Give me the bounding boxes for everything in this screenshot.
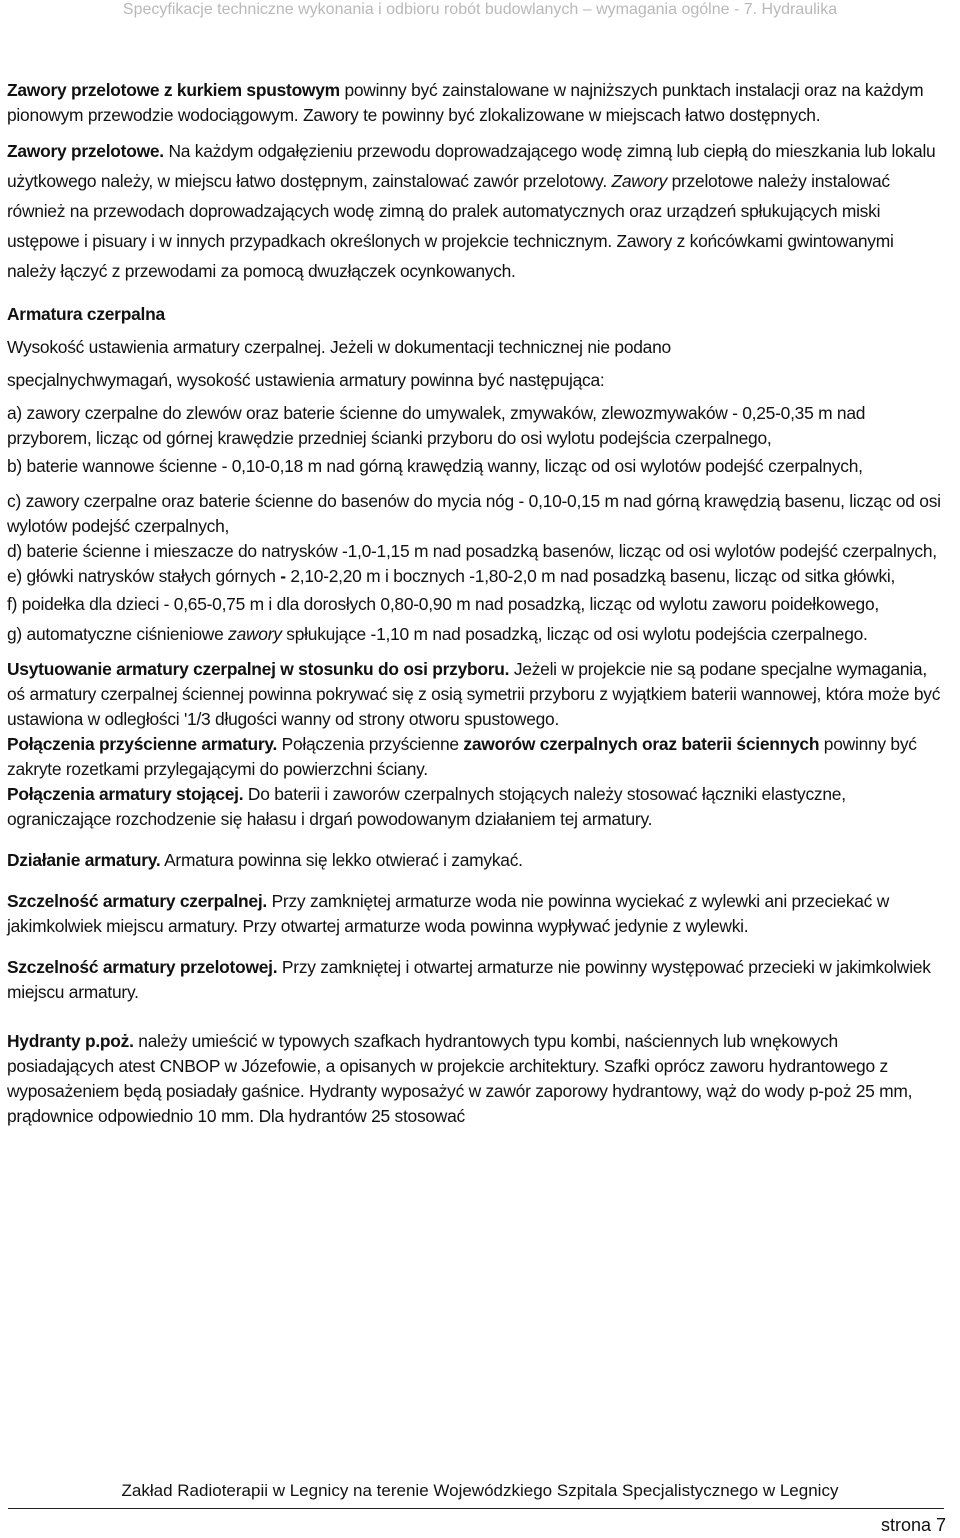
item-e-bold: - <box>280 566 286 586</box>
armatura-item-f: f) poidełka dla dzieci - 0,65-0,75 m i dla dorosłych 0,80-0,90 m nad posadzką, licząc od wylotu zaworu poidełkowego, <box>7 594 879 614</box>
szczelnosc-przelotowej-paragraph <box>7 955 942 1005</box>
szczelnosc-przelotowej-text: Przy zamkniętej i otwartej armaturze nie powinny występować przecieki w jakimkolwiek miejscu armatury. <box>7 957 931 1002</box>
document-body <box>7 78 942 1129</box>
armatura-intro-1: Wysokość ustawienia armatury czerpalnej. Jeżeli w dokumentacji technicznej nie podano <box>7 337 671 357</box>
usytuowanie-paragraph <box>7 657 942 732</box>
armatura-item-a: a) zawory czerpalne do zlewów oraz baterie ścienne do umywalek, zmywaków, zlewozmywaków - 0,25-0,35 m nad przyborem, licząc od górnej krawędzie przedniej ścianki przyboru do osi wylotu podejścia czerpalnego, <box>7 403 866 448</box>
running-header: Specyfikacje techniczne wykonania i odbioru robót budowlanych – wymagania ogólne - 7. Hydraulika <box>122 1 838 18</box>
armatura-item-d: d) baterie ścienne i mieszacze do natrysków -1,0-1,15 m nad posadzką basenów, licząc od osi wylotów podejść czerpalnych, <box>7 541 937 561</box>
armatura-heading: Armatura czerpalna <box>7 304 165 324</box>
stojacej-bold: Połączenia armatury stojącej. <box>7 784 244 804</box>
szczelnosc-czerpalnej-bold: Szczelność armatury czerpalnej. <box>7 891 267 911</box>
usytuowanie-text: Jeżeli w projekcie nie są podane specjalne wymagania, oś armatury czerpalnej ściennej powinna pokrywać się z osią symetrii przyboru z wyjątkiem baterii wannowej, która może być ustawiona w odległości '1/3 długości wanny od strony otworu spustowego. <box>7 659 941 729</box>
hydranty-text: należy umieścić w typowych szafkach hydrantowych typu kombi, naściennych lub wnękowych posiadających atest CNBOP w Józefowie, a opisanych w projekcie architektury. Szafki oprócz zaworu hydrantowego z wyposażeniem będą posiadały gaśnice. Hydranty wyposażyć w zawór zaporowy hydrantowy, wąż do wody p-poż 25 mm, prądownice odpowiednio 10 mm. Dla hydrantów 25 stosować <box>7 1031 913 1126</box>
armatura-item-b: b) baterie wannowe ścienne - 0,10-0,18 m nad górną krawędzią wanny, licząc od osi wylotów podejść czerpalnych, <box>7 456 863 476</box>
item-e-text-2: 2,10-2,20 m i bocznych -1,80-2,0 m nad posadzką basenu, licząc od sitka główki, <box>285 566 896 586</box>
item-g-italic: zawory <box>228 624 282 644</box>
item-g-text-2: spłukujące -1,10 m nad posadzką, licząc od osi wylotu podejścia czerpalnego. <box>281 624 868 644</box>
armatura-intro-2: specjalnychwymagań, wysokość ustawienia armatury powinna być następująca: <box>7 370 605 390</box>
hydranty-bold: Hydranty p.poż. <box>7 1031 134 1051</box>
footer-divider <box>8 1508 944 1509</box>
stojacej-text: Do baterii i zaworów czerpalnych stojących należy stosować łączniki elastyczne, ograniczające rozchodzenie się hałasu i drgań powodowanym działaniem tej armatury. <box>7 784 846 829</box>
przelotowe-text-2: przelotowe należy instalować również na przewodach doprowadzających wodę zimną do pralek automatycznych oraz urządzeń spłukujących miski ustępowe i pisuary i w innych przypadkach określonych w projekcie technicznym. Zawory z końcówkami gwintowanymi należy łączyć z przewodami za pomocą dwuzłączek ocynkowanych. <box>7 171 894 281</box>
przyscienne-text-2: powinny być zakryte rozetkami przylegającymi do powierzchni ściany. <box>7 734 917 779</box>
dzialanie-paragraph <box>7 848 942 873</box>
intro-text: powinny być zainstalowane w najniższych punktach instalacji oraz na każdym pionowym przewodzie wodociągowym. Zawory te powinny być zlokalizowane w miejscach łatwo dostępnych. <box>7 80 924 125</box>
szczelnosc-czerpalnej-paragraph <box>7 889 942 939</box>
przyscienne-bold-1: Połączenia przyścienne armatury. <box>7 734 278 754</box>
przyscienne-paragraph <box>7 732 942 782</box>
intro-paragraph <box>7 78 942 128</box>
stojacej-paragraph <box>7 782 942 832</box>
armatura-item-c: c) zawory czerpalne oraz baterie ścienne do basenów do mycia nóg - 0,10-0,15 m nad górną krawędzią basenu, licząc od osi wylotów podejść czerpalnych, <box>7 491 941 536</box>
przyscienne-bold-2: zaworów czerpalnych oraz baterii ściennych <box>463 734 820 754</box>
hydranty-paragraph <box>7 1029 942 1129</box>
page-number: strona 7 <box>880 1515 946 1535</box>
item-g-text-1: g) automatyczne ciśnieniowe <box>7 624 229 644</box>
dzialanie-bold: Działanie armatury. <box>7 850 161 870</box>
przelotowe-text-1: Na każdym odgałęzieniu przewodu doprowadzającego wodę zimną lub ciepłą do mieszkania lub lokalu użytkowego należy, w miejscu łatwo dostępnym, zainstalować zawór przelotowy. <box>7 141 936 191</box>
przelotowe-paragraph <box>7 136 942 286</box>
page-footer: Zakład Radioterapii w Legnicy na terenie Wojewódzkiego Szpitala Specjalistycznego w Legnicy <box>121 1481 839 1500</box>
item-e-text-1: e) główki natrysków stałych górnych <box>7 566 281 586</box>
szczelnosc-czerpalnej-text: Przy zamkniętej armaturze woda nie powinna wyciekać z wylewki ani przeciekać w jakimkolwiek miejscu armatury. Przy otwartej armaturze woda powinna wypływać jedynie z wylewki. <box>7 891 890 936</box>
szczelnosc-przelotowej-bold: Szczelność armatury przelotowej. <box>7 957 278 977</box>
przelotowe-bold: Zawory przelotowe. <box>7 141 164 161</box>
usytuowanie-bold: Usytuowanie armatury czerpalnej w stosunku do osi przyboru. <box>7 659 510 679</box>
intro-bold: Zawory przelotowe z kurkiem spustowym <box>7 80 340 100</box>
przyscienne-text-1: Połączenia przyścienne <box>277 734 464 754</box>
przelotowe-italic: Zawory <box>611 171 668 191</box>
dzialanie-text: Armatura powinna się lekko otwierać i zamykać. <box>160 850 523 870</box>
armatura-item-e <box>7 564 942 589</box>
armatura-item-g <box>7 619 942 649</box>
